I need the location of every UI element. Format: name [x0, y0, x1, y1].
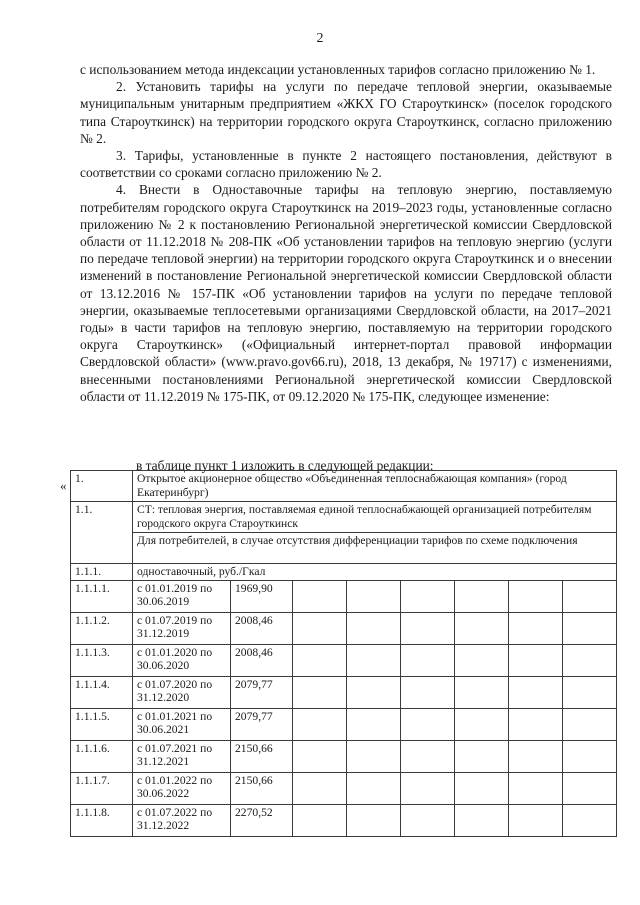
empty-cell: [455, 612, 509, 644]
table-row: [71, 580, 617, 612]
empty-cell: [563, 644, 617, 676]
empty-cell: [401, 612, 455, 644]
paragraph-item-3: 3. Тарифы, установленные в пункте 2 настоящего постановления, действуют в соответствии со сроками согласно приложению № 2.: [80, 148, 612, 181]
empty-cell: [509, 740, 563, 772]
empty-cell: [293, 580, 347, 612]
st-description: СТ: тепловая энергия, поставляемая единой теплоснабжающей организацией потребителям городского округа Староуткинск: [133, 502, 617, 533]
row-number: 1.1.1.1.: [71, 580, 133, 612]
empty-cell: [563, 740, 617, 772]
paragraph-continuation: с использованием метода индексации установленных тарифов согласно приложению № 1.: [80, 62, 596, 77]
tariff-value: 2008,46: [231, 612, 293, 644]
row-number: 1.1.1.5.: [71, 708, 133, 740]
empty-cell: [347, 676, 401, 708]
empty-cell: [347, 612, 401, 644]
consumers-description: Для потребителей, в случае отсутствия дифференциации тарифов по схеме подключения: [133, 533, 617, 564]
table-row: [71, 676, 617, 708]
table-row: [71, 644, 617, 676]
empty-cell: [563, 676, 617, 708]
table-row-organization: [71, 471, 617, 502]
period-cell: с 01.07.2020 по 31.12.2020: [133, 676, 231, 708]
row-number: 1.1.: [71, 502, 133, 564]
period-cell: с 01.07.2021 по 31.12.2021: [133, 740, 231, 772]
empty-cell: [293, 644, 347, 676]
tariff-value: 2008,46: [231, 644, 293, 676]
body-text: [80, 61, 612, 405]
row-number: 1.1.1.8.: [71, 804, 133, 836]
empty-cell: [455, 740, 509, 772]
page-number: 2: [316, 31, 324, 46]
period-cell: с 01.07.2019 по 31.12.2019: [133, 612, 231, 644]
empty-cell: [455, 804, 509, 836]
empty-cell: [401, 772, 455, 804]
empty-cell: [455, 644, 509, 676]
empty-cell: [563, 772, 617, 804]
paragraph-item-2: 2. Установить тарифы на услуги по передаче тепловой энергии, оказываемые муниципальным унитарным предприятием «ЖКХ ГО Староуткинск» (поселок городского типа Староуткинск) на территории городского округа Староуткинск, согласно приложению № 2.: [80, 79, 612, 146]
empty-cell: [455, 772, 509, 804]
empty-cell: [347, 708, 401, 740]
tariff-table: [70, 470, 617, 837]
empty-cell: [455, 580, 509, 612]
empty-cell: [401, 740, 455, 772]
empty-cell: [293, 612, 347, 644]
table-intro: в таблице пункт 1 изложить в следующей редакции:: [136, 458, 434, 473]
empty-cell: [509, 612, 563, 644]
tariff-type: одноставочный, руб./Гкал: [133, 564, 617, 581]
period-cell: с 01.01.2020 по 30.06.2020: [133, 644, 231, 676]
empty-cell: [347, 644, 401, 676]
row-number: 1.1.1.2.: [71, 612, 133, 644]
table-row-tariff-type: [71, 564, 617, 581]
table-row-st: [71, 502, 617, 533]
row-number: 1.: [71, 471, 133, 502]
period-cell: с 01.01.2021 по 30.06.2021: [133, 708, 231, 740]
empty-cell: [401, 804, 455, 836]
empty-cell: [455, 676, 509, 708]
empty-cell: [509, 644, 563, 676]
empty-cell: [509, 580, 563, 612]
empty-cell: [509, 676, 563, 708]
table-row: [71, 772, 617, 804]
period-cell: с 01.01.2022 по 30.06.2022: [133, 772, 231, 804]
table-row: [71, 804, 617, 836]
empty-cell: [347, 772, 401, 804]
tariff-value: 2079,77: [231, 708, 293, 740]
row-number: 1.1.1.7.: [71, 772, 133, 804]
empty-cell: [347, 804, 401, 836]
empty-cell: [563, 612, 617, 644]
row-number: 1.1.1.6.: [71, 740, 133, 772]
empty-cell: [401, 708, 455, 740]
empty-cell: [401, 580, 455, 612]
tariff-value: 2270,52: [231, 804, 293, 836]
tariff-value: 1969,90: [231, 580, 293, 612]
empty-cell: [293, 676, 347, 708]
tariff-value: 2150,66: [231, 740, 293, 772]
table-row: [71, 740, 617, 772]
period-cell: с 01.01.2019 по 30.06.2019: [133, 580, 231, 612]
empty-cell: [563, 580, 617, 612]
empty-cell: [563, 804, 617, 836]
empty-cell: [293, 740, 347, 772]
empty-cell: [347, 580, 401, 612]
organization-name: Открытое акционерное общество «Объединенная теплоснабжающая компания» (город Екатеринбург): [133, 471, 617, 502]
empty-cell: [509, 708, 563, 740]
paragraph-item-4: 4. Внести в Одноставочные тарифы на тепловую энергию, поставляемую потребителям городского округа Староуткинск на 2019–2023 годы, установленные согласно приложению № 2 к постановлению Региональной энергетической комиссии Свердловской области от 11.12.2018 № 208-ПК «Об установлении тарифов на тепловую энергию (услуги по передаче тепловой энергии) на территории городского округа Староуткинск и о внесении изменений в постановление Региональной энергетической комиссии Свердловской области от 13.12.2016 № 157-ПК «Об установлении тарифов на услуги по передаче тепловой энергии, оказываемые теплосетевыми организациями Свердловской области, на 2017–2021 годы» в части тарифов на тепловую энергию, поставляемую на территории городского округа Староуткинск» («Официальный интернет-портал правовой информации Свердловской области» (www.pravo.gov66.ru), 2018, 13 декабря, № 19717) с изменениями, внесенными постановлениями Региональной энергетической комиссии Свердловской области от 11.12.2019 № 175-ПК, от 09.12.2020 № 175-ПК, следующее изменение:: [80, 182, 612, 404]
empty-cell: [563, 708, 617, 740]
period-cell: с 01.07.2022 по 31.12.2022: [133, 804, 231, 836]
empty-cell: [401, 644, 455, 676]
opening-quote-mark: «: [60, 478, 67, 493]
row-number: 1.1.1.4.: [71, 676, 133, 708]
row-number: 1.1.1.3.: [71, 644, 133, 676]
table-row: [71, 708, 617, 740]
empty-cell: [293, 804, 347, 836]
tariff-period-rows: [71, 580, 617, 836]
empty-cell: [401, 676, 455, 708]
empty-cell: [455, 708, 509, 740]
empty-cell: [293, 772, 347, 804]
tariff-value: 2079,77: [231, 676, 293, 708]
table-row: [71, 612, 617, 644]
empty-cell: [509, 772, 563, 804]
table-row-consumers: [71, 533, 617, 564]
empty-cell: [347, 740, 401, 772]
row-number: 1.1.1.: [71, 564, 133, 581]
tariff-value: 2150,66: [231, 772, 293, 804]
empty-cell: [293, 708, 347, 740]
empty-cell: [509, 804, 563, 836]
